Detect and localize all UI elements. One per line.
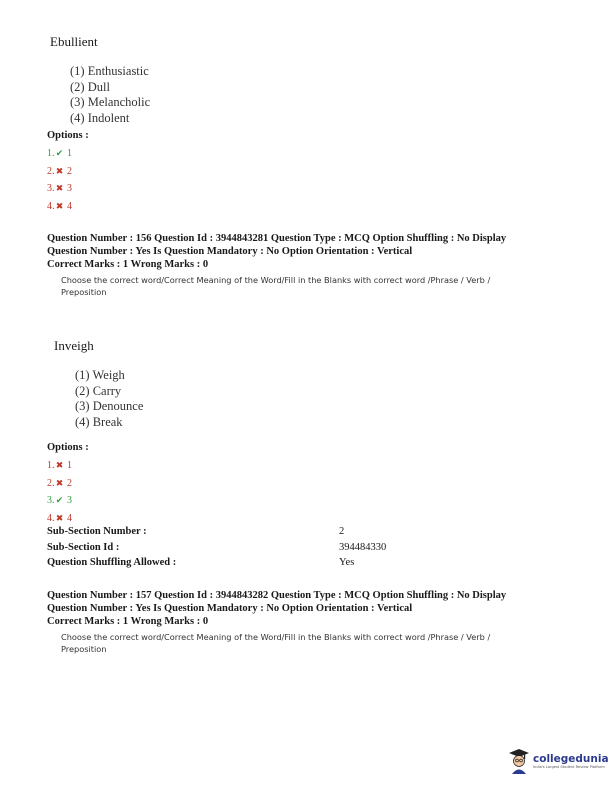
option-value: 4 (67, 200, 72, 212)
cross-icon: ✖ (55, 460, 64, 470)
question-meta-line: Question Number : 156 Question Id : 3944843281 Question Type : MCQ Option Shuffling : No Display (47, 233, 507, 244)
option-value: 2 (67, 165, 72, 177)
choice-item: (2) Carry (75, 383, 122, 398)
question-word: Ebullient (50, 34, 98, 49)
subsection-id-value: 394484330 (339, 541, 387, 553)
shuffle-value: Yes (339, 557, 355, 568)
subsection-number-label: Sub-Section Number : (47, 526, 147, 537)
cross-icon: ✖ (55, 477, 64, 488)
option-row (47, 198, 72, 216)
option-number: 2. (47, 165, 55, 177)
options-title: Options : (47, 130, 89, 141)
question-meta-line: Question Number : Yes Is Question Mandatory : No Option Orientation : Vertical (47, 603, 413, 614)
cross-icon: ✖ (55, 165, 64, 176)
question-header (47, 589, 506, 628)
choice-list (70, 64, 150, 126)
logo-name: collegedunia (533, 753, 609, 765)
choice-item: (3) Denounce (75, 399, 144, 413)
marks-line: Correct Marks : 1 Wrong Marks : 0 (47, 259, 209, 270)
options-list (47, 145, 72, 215)
question-instruction: Choose the correct word/Correct Meaning of the Word/Fill in the Blanks with correct word /Phrase / Verb / Preposition (61, 275, 491, 297)
option-row (47, 475, 72, 493)
choice-item: (1) Weigh (75, 368, 125, 382)
question-meta-line: Question Number : 157 Question Id : 3944843282 Question Type : MCQ Option Shuffling : No Display (47, 590, 507, 601)
option-number: 2. (47, 477, 55, 489)
subsection-number-value: 2 (339, 526, 345, 537)
choice-item: (4) Break (75, 414, 123, 429)
option-value: 3 (67, 183, 72, 194)
choice-item: (4) Indolent (70, 110, 130, 125)
check-icon: ✔ (55, 495, 64, 505)
option-row (47, 163, 72, 181)
subsection-row (47, 526, 407, 542)
question-header (47, 232, 506, 271)
option-number: 3. (47, 183, 55, 194)
subsection-row (47, 542, 407, 558)
question-instruction: Choose the correct word/Correct Meaning of the Word/Fill in the Blanks with correct word /Phrase / Verb / Preposition (61, 632, 491, 654)
cross-icon: ✖ (55, 512, 64, 523)
option-number: 3. (47, 495, 55, 506)
subsection-table (47, 526, 407, 573)
options-title: Options : (47, 442, 89, 453)
cross-icon: ✖ (55, 200, 64, 211)
choice-item: (3) Melancholic (70, 95, 151, 109)
option-number: 1. (47, 148, 55, 159)
question-meta-line: Question Number : Yes Is Question Mandatory : No Option Orientation : Vertical (47, 246, 413, 257)
option-number: 4. (47, 200, 55, 212)
option-value: 3 (67, 495, 72, 506)
cross-icon: ✖ (55, 183, 64, 193)
option-value: 2 (67, 477, 72, 489)
option-value: 1 (67, 460, 72, 471)
marks-line: Correct Marks : 1 Wrong Marks : 0 (47, 616, 209, 627)
option-number: 4. (47, 512, 55, 524)
choice-list (75, 368, 143, 430)
shuffle-label: Question Shuffling Allowed : (47, 557, 177, 568)
check-icon: ✔ (55, 148, 64, 158)
option-value: 1 (67, 148, 72, 159)
option-row (47, 510, 72, 528)
option-value: 4 (67, 512, 72, 524)
question-word: Inveigh (54, 338, 94, 353)
subsection-row (47, 557, 407, 573)
graduate-avatar-icon (508, 748, 530, 774)
option-row (47, 145, 72, 163)
option-row (47, 180, 72, 198)
logo-tagline: India's Largest Student Review Platform (533, 765, 605, 769)
subsection-id-label: Sub-Section Id : (47, 541, 120, 553)
choice-item: (1) Enthusiastic (70, 64, 149, 78)
choice-item: (2) Dull (70, 79, 110, 94)
option-number: 1. (47, 460, 55, 471)
options-list (47, 457, 72, 527)
option-row (47, 492, 72, 510)
option-row (47, 457, 72, 475)
brand-logo (508, 748, 609, 774)
